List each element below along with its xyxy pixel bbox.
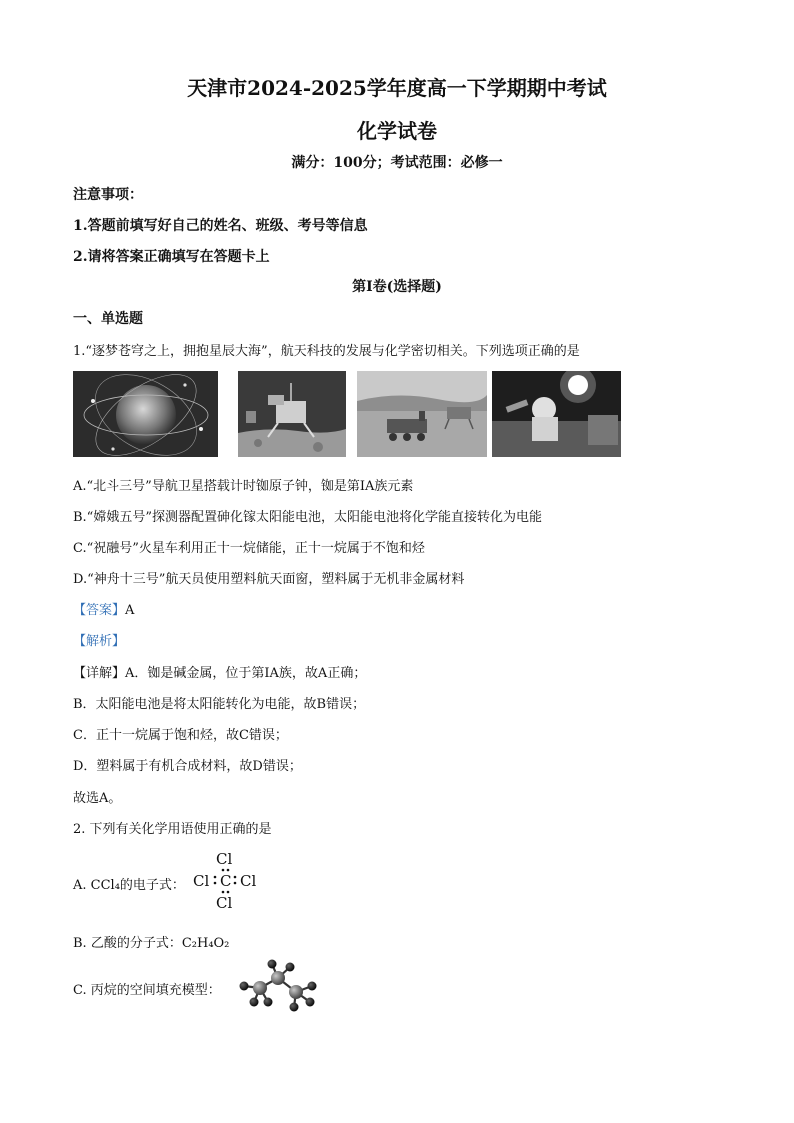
q1-option-a: A.“北斗三号”导航卫星搭载计时铷原子钟，铷是第ⅠA族元素 — [73, 479, 414, 494]
notice-item-1: 1.答题前填写好自己的姓名、班级、考号等信息 — [73, 218, 368, 234]
q1-detail-a — [73, 662, 366, 681]
q1-detail-d: D．塑料属于有机合成材料，故D错误； — [73, 759, 302, 774]
q2-option-c-label: C. 丙烷的空间填充模型： — [73, 983, 221, 998]
notice-item-2: 2.请将答案正确填写在答题卡上 — [73, 249, 270, 265]
q2-option-b: B. 乙酸的分子式：C₂H₄O₂ — [73, 936, 230, 951]
lunar-lander-photo — [238, 371, 346, 457]
q1-conclusion: 故选A。 — [73, 791, 122, 806]
exam-subject: 化学试卷 — [357, 119, 437, 143]
answer-tag: 【答案】 — [73, 603, 126, 618]
lewis-cl-right: Cl — [240, 872, 257, 890]
section-heading: 一、单选题 — [73, 311, 143, 327]
propane-ball-and-stick-model — [236, 958, 320, 1012]
q1-option-b: B.“嫦娥五号”探测器配置砷化镓太阳能电池，太阳能电池将化学能直接转化为电能 — [73, 510, 542, 525]
mars-rover-photo — [357, 371, 487, 457]
exam-title: 天津市2024-2025学年度高一下学期期中考试 — [187, 76, 607, 100]
lewis-cl-bottom: Cl — [216, 894, 233, 912]
lewis-cl-top: Cl — [216, 850, 233, 868]
lewis-c-center: C — [220, 872, 232, 890]
detail-tag: 【详解】 — [73, 666, 126, 681]
detail-line-a: A．铷是碱金属，位于第ⅠA族，故A正确； — [125, 666, 367, 681]
answer-value: A — [125, 603, 135, 618]
exam-meta: 满分：100分；考试范围：必修一 — [291, 155, 503, 171]
astronaut-spacewalk-photo — [492, 371, 621, 457]
q1-option-c: C.“祝融号”火星车利用正十一烷储能，正十一烷属于不饱和烃 — [73, 541, 425, 556]
q2-option-a-label: A. CCl₄的电子式： — [73, 878, 185, 893]
earth-satellites-photo — [73, 371, 218, 457]
notice-heading: 注意事项： — [73, 187, 143, 203]
analysis-tag: 【解析】 — [73, 634, 126, 649]
q1-answer — [73, 599, 134, 618]
q1-detail-b: B．太阳能电池是将太阳能转化为电能，故B错误； — [73, 697, 366, 712]
q2-stem: 2. 下列有关化学用语使用正确的是 — [73, 822, 272, 837]
volume-heading: 第I卷(选择题) — [352, 279, 442, 295]
lewis-electron-dots — [190, 850, 270, 914]
q1-stem: 1.“逐梦苍穹之上，拥抱星辰大海”，航天科技的发展与化学密切相关。下列选项正确的是 — [73, 344, 580, 359]
ccl4-lewis-structure — [190, 850, 270, 914]
lewis-cl-left: Cl — [193, 872, 210, 890]
q1-option-d: D.“神舟十三号”航天员使用塑料航天面窗，塑料属于无机非金属材料 — [73, 572, 465, 587]
q1-detail-c: C．正十一烷属于饱和烃，故C错误； — [73, 728, 288, 743]
